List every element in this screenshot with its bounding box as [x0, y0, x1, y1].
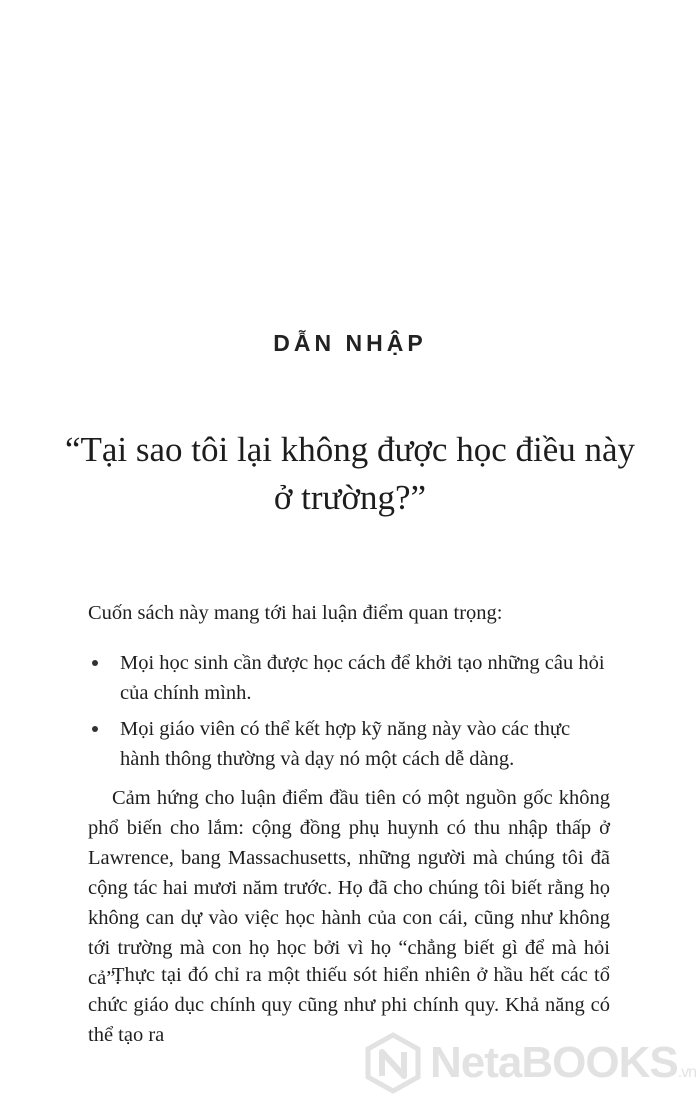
- watermark-suffix: .vn: [677, 1064, 697, 1081]
- bullet-dot-icon: [92, 660, 98, 666]
- paragraph: Cảm hứng cho luận điểm đầu tiên có một nguồn gốc không phổ biến cho lắm: cộng đồng phụ huynh có thu nhập thấp ở Lawrence, bang Massachusetts, những người mà chúng tôi đã cộng tác hai mươi năm trước. Họ đã cho chúng tôi biết rằng họ không can dự vào việc học hành của con cái, cũng như không tới trường mà con họ học bởi vì họ “chẳng biết gì để mà hỏi cả”.: [88, 787, 610, 989]
- chapter-label: DẪN NHẬP: [273, 330, 427, 356]
- bullet-item: [88, 648, 610, 708]
- chapter-title-line-1: “Tại sao tôi lại không được học điều này: [64, 430, 636, 469]
- bullet-text: Mọi học sinh cần được học cách để khởi tạo những câu hỏi của chính mình.: [120, 652, 605, 704]
- chapter-title-line-2: ở trường?”: [273, 478, 427, 517]
- watermark-brand: [430, 1038, 696, 1088]
- paragraph: Thực tại đó chỉ ra một thiếu sót hiển nhiên ở hầu hết các tổ chức giáo dục chính quy cũng như phi chính quy. Khả năng có thể tạo ra: [88, 964, 610, 1046]
- bullet-list: [88, 648, 610, 780]
- bullet-text: Mọi giáo viên có thể kết hợp kỹ năng này vào các thực hành thông thường và dạy nó một cách dễ dàng.: [120, 718, 571, 770]
- chapter-title: [60, 426, 640, 522]
- netabooks-logo-icon: [362, 1032, 424, 1094]
- intro-sentence: Cuốn sách này mang tới hai luận điểm quan trọng:: [88, 602, 503, 624]
- bullet-item: [88, 714, 610, 774]
- watermark: [362, 1028, 696, 1098]
- watermark-brand-text: NetaBOOKS: [430, 1038, 678, 1087]
- bullet-dot-icon: [92, 726, 98, 732]
